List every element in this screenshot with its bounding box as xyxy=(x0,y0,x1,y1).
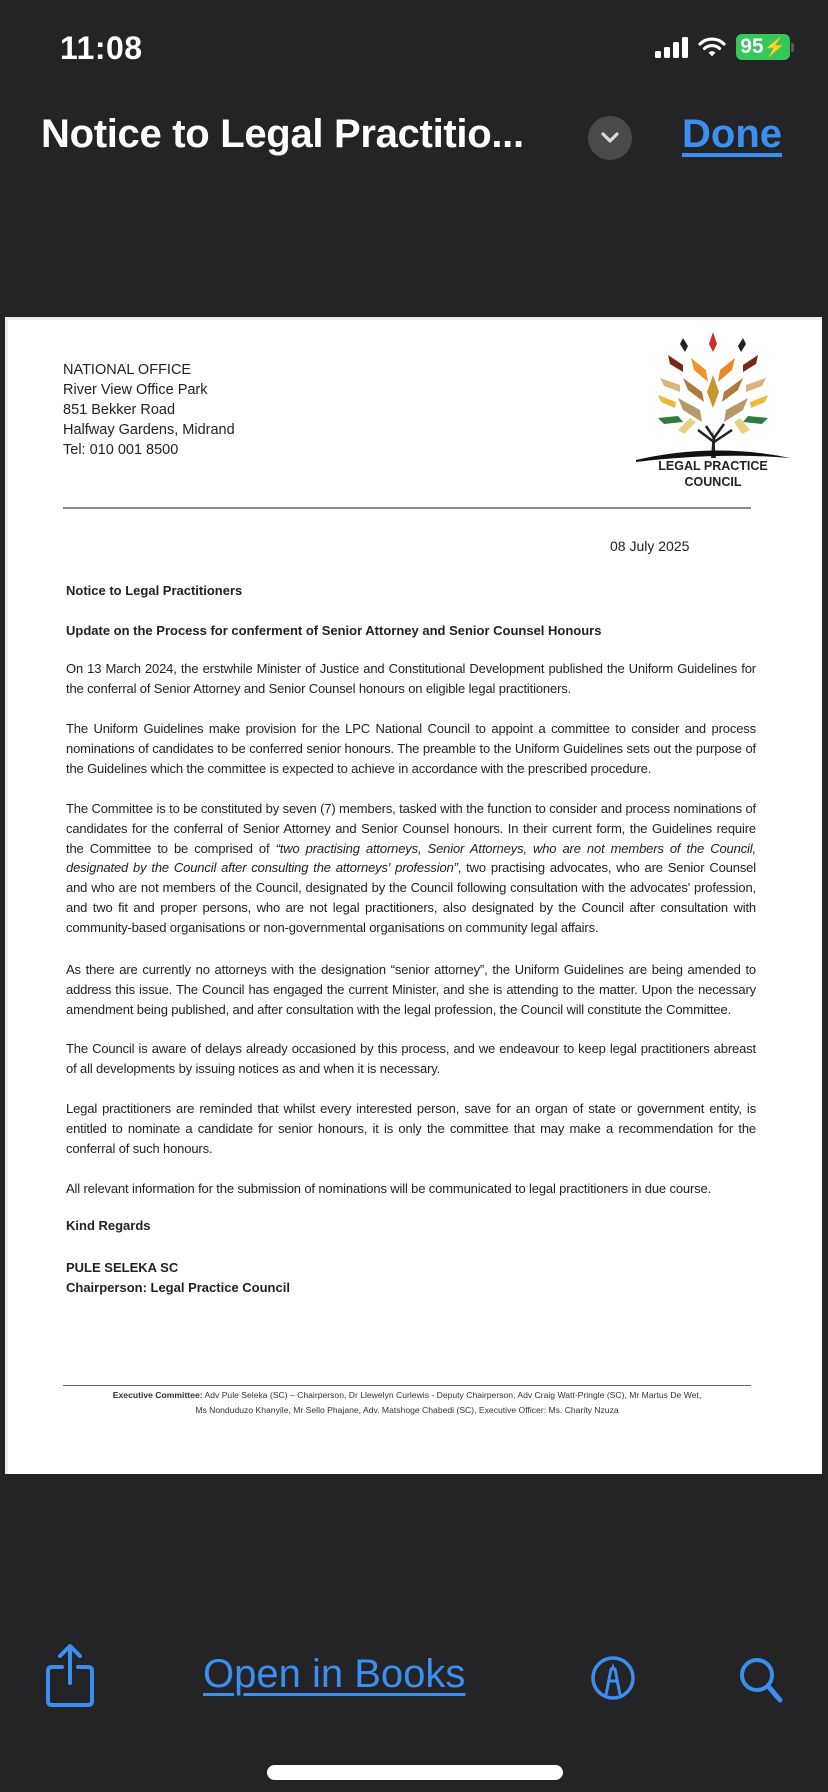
charging-bolt-icon: ⚡ xyxy=(763,37,786,57)
share-icon[interactable] xyxy=(44,1643,96,1709)
closing: Kind Regards xyxy=(66,1218,151,1233)
signature-block xyxy=(66,1258,290,1298)
document-heading: Notice to Legal Practitioners xyxy=(66,583,243,598)
markup-pen-icon[interactable] xyxy=(590,1655,636,1701)
address-line: Tel: 010 001 8500 xyxy=(63,442,179,458)
footer-executive-committee xyxy=(63,1388,751,1418)
footer-label: Executive Committee: xyxy=(112,1390,203,1400)
paragraph xyxy=(66,799,756,938)
address-line: River View Office Park xyxy=(63,382,208,398)
document-subheading: Update on the Process for conferment of Senior Attorney and Senior Counsel Honours xyxy=(66,623,602,638)
done-button[interactable]: Done xyxy=(682,112,782,156)
header-divider xyxy=(63,507,751,509)
paragraph-text: The Committee is to be constituted by seven (7) members, tasked with the function to consider and process nominations of candidates for the conferral of Senior Attorney and Senior Counsel honours. In their current form, the Guidelines require the Committee to be comprised of xyxy=(66,801,756,856)
document-title: Notice to Legal Practitio... xyxy=(41,112,524,156)
paragraph: All relevant information for the submission of nominations will be communicated to legal practitioners in due course. xyxy=(66,1181,712,1196)
paragraph-text: , two practising advocates, who are Senior Counsel and who are not members of the Council, designated by the Council following consultation with the advocates' profession, and two fit and proper persons, who are not legal practitioners, also designated by the Council after consultation with community-based organisations or non-governmental organisations on community legal affairs. xyxy=(66,860,756,935)
footer-text: Adv Pule Seleka (SC) – Chairperson, Dr Llewelyn Curlewis - Deputy Chairperson, Adv Craig Watt-Pringle (SC), Mr Martus De Wet, xyxy=(202,1390,702,1400)
signatory-title: Chairperson: Legal Practice Council xyxy=(66,1280,290,1295)
paragraph: As there are currently no attorneys with the designation “senior attorney”, the Uniform Guidelines are being amended to address this issue. The Council has engaged the current Minister, and she is attending to the matter. Upon the necessary amendment being published, and after consultation with the legal profession, the Council will constitute the Committee. xyxy=(66,962,756,1017)
footer-divider xyxy=(63,1385,751,1386)
search-icon[interactable] xyxy=(737,1655,785,1705)
logo-wordmark xyxy=(628,458,798,490)
address-line: Halfway Gardens, Midrand xyxy=(63,422,235,438)
address-line: NATIONAL OFFICE xyxy=(63,362,192,378)
chevron-down-icon xyxy=(600,131,620,145)
guideline-quote: “two practising attorneys, Senior Attorneys, who are not members of the Council, designated by the Council after consulting the attorneys' profession” xyxy=(66,840,756,876)
paragraph: The Council is aware of delays already occasioned by this process, and we endeavour to keep legal practitioners abreast of all developments by issuing notices as and when it is necessary. xyxy=(66,1041,756,1076)
logo-line: LEGAL PRACTICE xyxy=(658,459,768,473)
paragraph: The Uniform Guidelines make provision for the LPC National Council to appoint a committee to consider and process nominations of candidates to be conferred senior honours. The preamble to the Uniform Guidelines sets out the purpose of the Guidelines which the committee is expected to achieve in accordance with the prescribed procedure. xyxy=(66,721,756,776)
battery-indicator xyxy=(736,34,794,60)
paragraph: Legal practitioners are reminded that whilst every interested person, save for an organ of state or government entity, is entitled to nominate a candidate for senior honours, it is only the committee that may make a recommendation for the conferral of such honours. xyxy=(66,1101,756,1156)
title-menu-button[interactable] xyxy=(588,116,632,160)
status-time: 11:08 xyxy=(60,30,143,66)
footer-line xyxy=(63,1388,751,1403)
open-in-books-button[interactable]: Open in Books xyxy=(203,1652,466,1696)
home-indicator[interactable] xyxy=(267,1765,563,1780)
footer-line: Ms Nonduduzo Khanyile, Mr Sello Phajane, Adv. Matshoge Chabedi (SC), Executive Officer: Ms. Charity Nzuza xyxy=(195,1405,619,1415)
logo-line: COUNCIL xyxy=(684,475,742,489)
status-icons xyxy=(655,34,794,60)
paragraph: On 13 March 2024, the erstwhile Minister of Justice and Constitutional Development published the Uniform Guidelines for the conferral of Senior Attorney and Senior Counsel honours on eligible legal practitioners. xyxy=(66,661,756,696)
signatory-name: PULE SELEKA SC xyxy=(66,1260,179,1275)
battery-level xyxy=(736,34,790,60)
battery-tip xyxy=(791,43,794,52)
document-date: 08 July 2025 xyxy=(610,538,690,554)
address-line: 851 Bekker Road xyxy=(63,402,176,418)
battery-percent: 95 xyxy=(740,35,764,58)
document-page[interactable] xyxy=(5,317,822,1474)
wifi-icon xyxy=(698,36,726,58)
cellular-signal-icon xyxy=(655,36,688,58)
address-block xyxy=(63,360,235,460)
